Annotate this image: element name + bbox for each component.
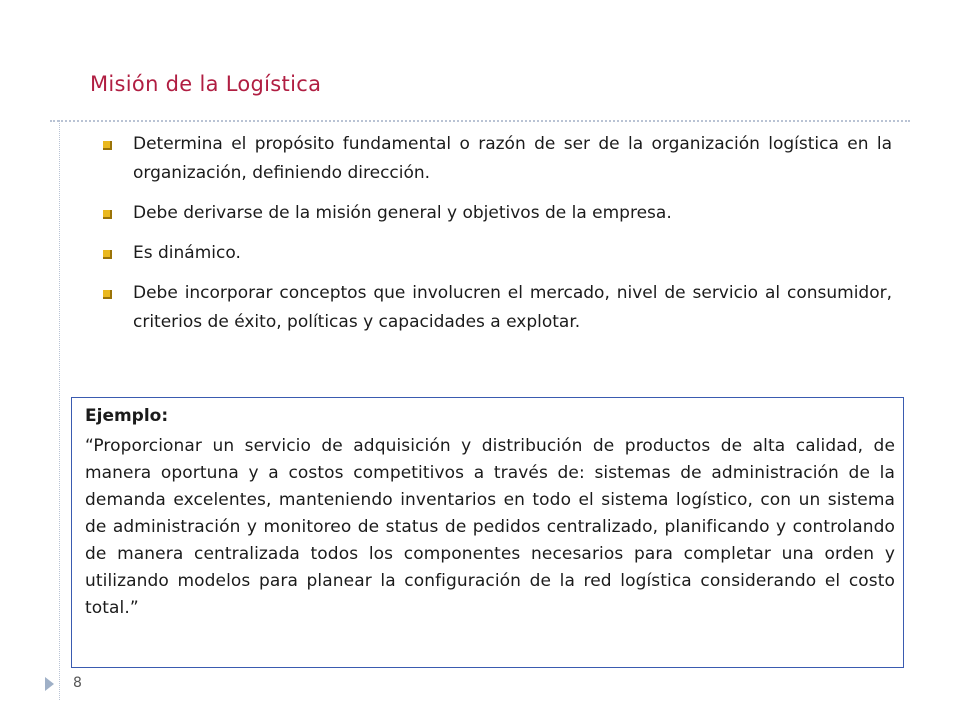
example-heading: Ejemplo: xyxy=(85,406,169,426)
square-bullet-icon xyxy=(103,250,112,259)
bullet-item xyxy=(100,279,892,337)
bullet-item xyxy=(100,130,892,188)
example-box xyxy=(71,397,904,668)
bullet-item xyxy=(100,199,892,228)
example-text: “Proporcionar un servicio de adquisición y distribución de productos de alta calidad, de manera oportuna y a costos competitivos a través de: sistemas de administración de la demanda excelentes, manteniendo inventarios en todo el sistema logístico, con un sistema de administración y monitoreo de status de pedidos centralizado, planificando y controlando de manera centralizada todos los componentes necesarios para completar una orden y utilizando modelos para planear la configuración de la red logística considerando el costo total.” xyxy=(85,436,895,618)
bullet-text: Debe incorporar conceptos que involucren el mercado, nivel de servicio al consumidor, criterios de éxito, políticas y capacidades a explotar. xyxy=(133,283,892,332)
square-bullet-icon xyxy=(103,141,112,150)
bullet-item xyxy=(100,239,892,268)
square-bullet-icon xyxy=(103,210,112,219)
slide-title: Misión de la Logística xyxy=(90,72,322,96)
bullet-text: Debe derivarse de la misión general y objetivos de la empresa. xyxy=(133,203,672,223)
title-divider xyxy=(50,120,910,122)
triangle-marker-icon xyxy=(45,677,54,691)
square-bullet-icon xyxy=(103,290,112,299)
bullet-text: Determina el propósito fundamental o razón de ser de la organización logística en la organización, definiendo dirección. xyxy=(133,134,892,183)
bullet-text: Es dinámico. xyxy=(133,243,241,263)
bullet-list xyxy=(100,130,892,348)
page-number: 8 xyxy=(73,675,82,691)
left-divider xyxy=(59,120,60,700)
